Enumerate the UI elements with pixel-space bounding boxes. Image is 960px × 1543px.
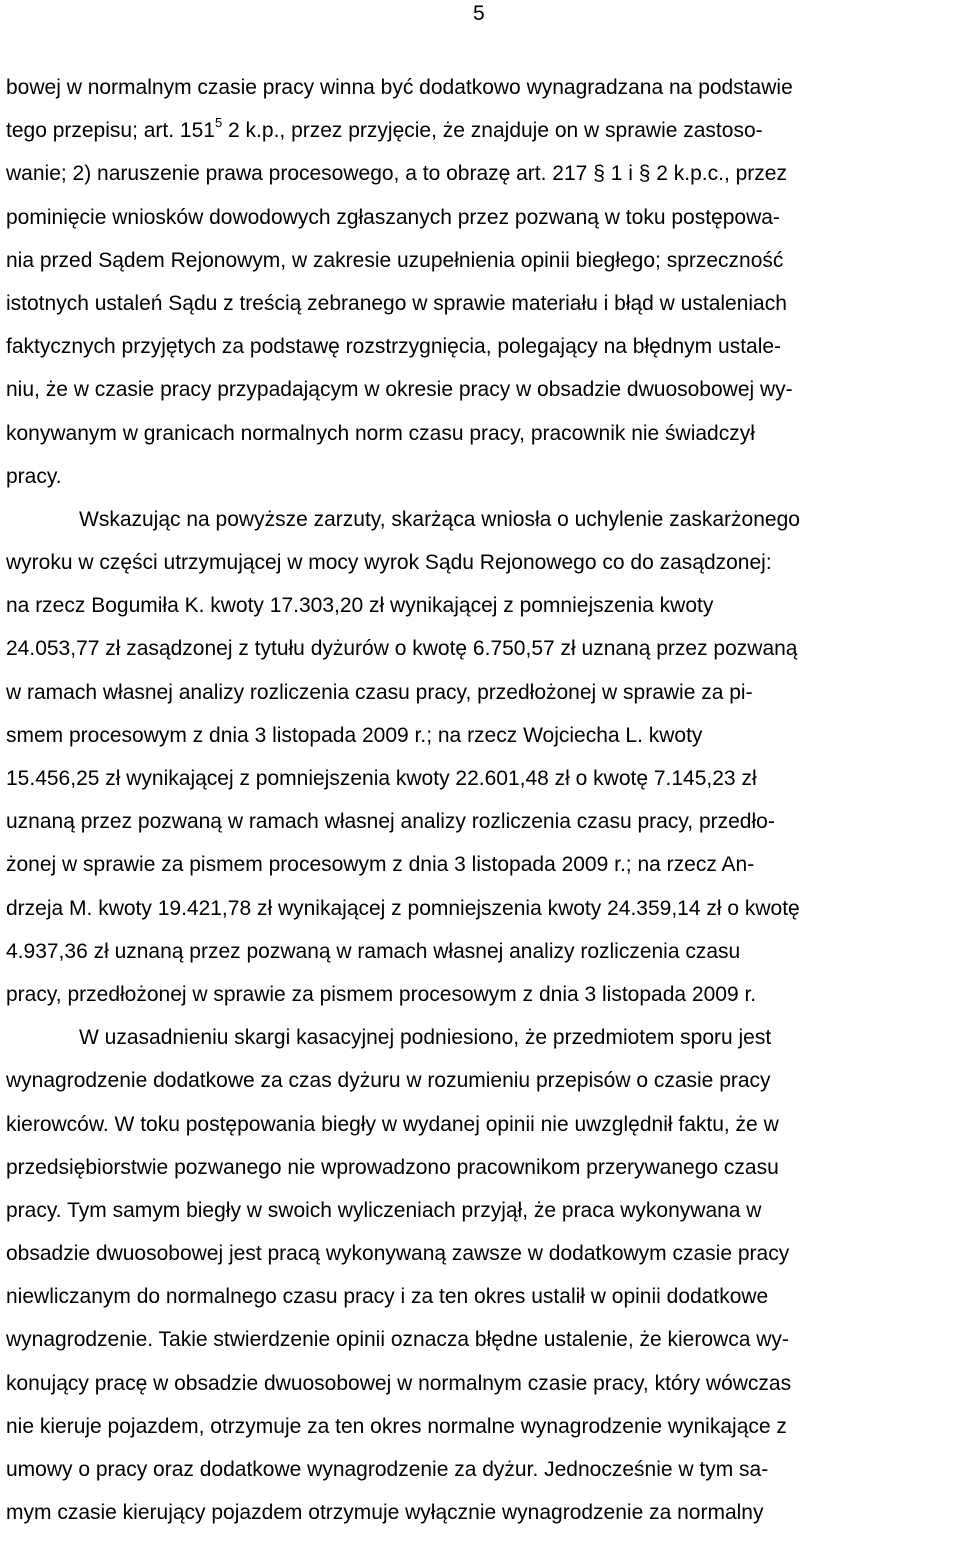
text-line: istotnych ustaleń Sądu z treścią zebranego w sprawie materiału i błąd w ustaleniach: [6, 291, 787, 315]
text-line: konujący pracę w obsadzie dwuosobowej w normalnym czasie pracy, który wówczas: [6, 1371, 792, 1395]
text-line: pracy, przedłożonej w sprawie za pismem procesowym z dnia 3 listopada 2009 r.: [6, 982, 757, 1006]
text-line: umowy o pracy oraz dodatkowe wynagrodzenie za dyżur. Jednocześnie w tym sa-: [6, 1458, 769, 1481]
text-line: pracy.: [6, 464, 62, 488]
text-line: smem procesowym z dnia 3 listopada 2009 r.; na rzecz Wojciecha L. kwoty: [6, 723, 703, 747]
section-sign: §: [593, 162, 605, 186]
text-fragment: wanie; 2) naruszenie prawa procesowego, a to obrazę art. 217: [6, 162, 594, 186]
document-body: [6, 66, 956, 1534]
text-line: pominięcie wniosków dowodowych zgłaszanych przez pozwaną w toku postępowa-: [6, 205, 780, 229]
text-fragment: 2 k.p., przez przyjęcie, że znajduje on w sprawie zastoso-: [222, 119, 763, 143]
text-line: pracy. Tym samym biegły w swoich wyliczeniach przyjął, że praca wykonywana w: [6, 1198, 762, 1222]
page-number: 5: [473, 2, 485, 25]
text-line: niu, że w czasie pracy przypadającym w okresie pracy w obsadzie dwuosobowej wy-: [6, 378, 793, 402]
text-fragment: tego przepisu; art. 151: [6, 119, 215, 143]
text-line: drzeja M. kwoty 19.421,78 zł wynikającej z pomniejszenia kwoty 24.359,14 zł o kwotę: [6, 896, 800, 920]
text-line: w ramach własnej analizy rozliczenia czasu pracy, przedłożonej w sprawie za pi-: [6, 680, 753, 704]
text-line: przedsiębiorstwie pozwanego nie wprowadzono pracownikom przerywanego czasu: [6, 1155, 779, 1179]
text-line: [6, 109, 956, 152]
text-line: [6, 152, 956, 195]
text-line: na rzecz Bogumiła K. kwoty 17.303,20 zł wynikającej z pomniejszenia kwoty: [6, 594, 714, 618]
section-sign: §: [638, 162, 651, 186]
text-line: uznaną przez pozwaną w ramach własnej analizy rozliczenia czasu pracy, przedło-: [6, 810, 775, 834]
superscript: 5: [214, 115, 223, 131]
text-line: wynagrodzenie. Takie stwierdzenie opinii oznacza błędne ustalenie, że kierowca wy-: [6, 1328, 789, 1352]
paragraph-first-line: W uzasadnieniu skargi kasacyjnej podniesiono, że przedmiotem sporu jest: [79, 1026, 772, 1050]
text-fragment: 1 i: [604, 162, 639, 186]
paragraph-first-line: Wskazując na powyższe zarzuty, skarżąca wniosła o uchylenie zaskarżonego: [79, 507, 800, 531]
text-line: nie kieruje pojazdem, otrzymuje za ten okres normalne wynagrodzenie wynikające z: [6, 1414, 787, 1438]
text-line: mym czasie kierujący pojazdem otrzymuje wyłącznie wynagrodzenie za normalny: [6, 1501, 764, 1525]
text-line: kierowców. W toku postępowania biegły w wydanej opinii nie uwzględnił faktu, że w: [6, 1112, 779, 1136]
text-line: konywanym w granicach normalnych norm czasu pracy, pracownik nie świadczył: [6, 421, 755, 445]
text-line: 4.937,36 zł uznaną przez pozwaną w ramach własnej analizy rozliczenia czasu: [6, 939, 741, 963]
text-line: obsadzie dwuosobowej jest pracą wykonywaną zawsze w dodatkowym czasie pracy: [6, 1242, 790, 1266]
text-line: bowej w normalnym czasie pracy winna być dodatkowo wynagradzana na podstawie: [6, 76, 793, 99]
text-line: wyroku w części utrzymującej w mocy wyrok Sądu Rejonowego co do zasądzonej:: [6, 551, 772, 575]
text-line: niewliczanym do normalnego czasu pracy i za ten okres ustalił w opinii dodatkowe: [6, 1285, 769, 1309]
text-line: 15.456,25 zł wynikającej z pomniejszenia kwoty 22.601,48 zł o kwotę 7.145,23 zł: [6, 767, 757, 790]
text-line: faktycznych przyjętych za podstawę rozstrzygnięcia, polegający na błędnym ustale-: [6, 335, 782, 359]
text-line: 24.053,77 zł zasądzonej z tytułu dyżurów o kwotę 6.750,57 zł uznaną przez pozwaną: [6, 637, 798, 661]
text-fragment: 2 k.p.c., przez: [650, 162, 787, 186]
text-line: wynagrodzenie dodatkowe za czas dyżuru w rozumieniu przepisów o czasie pracy: [6, 1069, 771, 1093]
text-line: nia przed Sądem Rejonowym, w zakresie uzupełnienia opinii biegłego; sprzeczność: [6, 248, 784, 272]
text-line: żonej w sprawie za pismem procesowym z dnia 3 listopada 2009 r.; na rzecz An-: [6, 853, 755, 877]
